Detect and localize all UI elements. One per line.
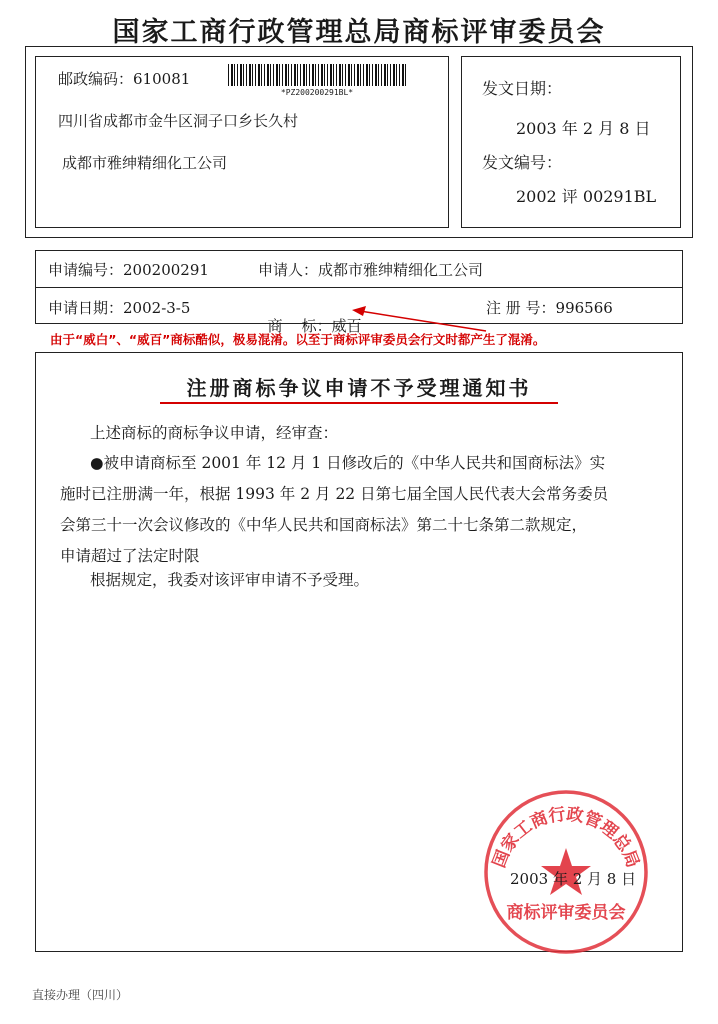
title-underline: [160, 402, 558, 404]
footer-note: 直接办理（四川）: [32, 988, 129, 1002]
seal-bottom-text: 商标评审委员会: [506, 903, 626, 923]
issue-date-label: 发文日期：: [482, 79, 563, 98]
application-number-value: 200200291: [123, 261, 209, 279]
barcode-text: *PZ200200291BL*: [280, 88, 354, 97]
notice-intro: 上述商标的商标争议申请，经审查：: [90, 424, 339, 442]
notice-bullet-line-2: 施时已注册满一年，根据 1993 年 2 月 22 日第七届全国人民代表大会常务委员: [60, 485, 609, 503]
application-date-value: 2002-3-5: [123, 299, 191, 317]
recipient-name: 成都市雅绅精细化工公司: [62, 154, 228, 172]
application-date-label: 申请日期：: [48, 299, 124, 317]
registration-number-value: 996566: [555, 299, 613, 317]
doc-number-value: 2002 评 00291BL: [516, 187, 657, 206]
annotation-note: 由于“威白”、“威百”商标酷似，极易混淆。以至于商标评审委员会行文时都产生了混淆。: [50, 332, 546, 347]
issue-date-value: 2003 年 2 月 8 日: [516, 119, 651, 138]
notice-bullet-line-1: ●被申请商标至 2001 年 12 月 1 日修改后的《中华人民共和国商标法》实: [90, 454, 606, 472]
recipient-address: 四川省成都市金牛区洞子口乡长久村: [58, 112, 299, 130]
postal-code-label: 邮政编码：: [58, 70, 134, 88]
seal-date: 2003 年 2 月 8 日: [510, 870, 637, 888]
postal-code-value: 610081: [133, 70, 191, 88]
applicant-value: 成都市雅绅精细化工公司: [318, 261, 484, 279]
application-number-label: 申请编号：: [48, 261, 124, 279]
trademark-label: 商 标：: [267, 317, 332, 335]
document-title: 国家工商行政管理总局商标评审委员会: [112, 17, 606, 48]
seal-ring-text: 国家工商行政管理总局: [489, 804, 643, 871]
applicant-label: 申请人：: [258, 261, 319, 279]
notice-bullet-line-4: 申请超过了法定时限: [60, 547, 200, 565]
trademark-value: 威百: [331, 317, 362, 335]
doc-number-label: 发文编号：: [482, 153, 563, 172]
notice-conclusion: 根据规定，我委对该评审申请不予受理。: [90, 571, 370, 589]
registration-number-label: 注 册 号：: [486, 299, 556, 317]
notice-title: 注册商标争议申请不予受理通知书: [186, 376, 532, 400]
notice-bullet-line-3: 会第三十一次会议修改的《中华人民共和国商标法》第二十七条第二款规定，: [60, 516, 588, 534]
